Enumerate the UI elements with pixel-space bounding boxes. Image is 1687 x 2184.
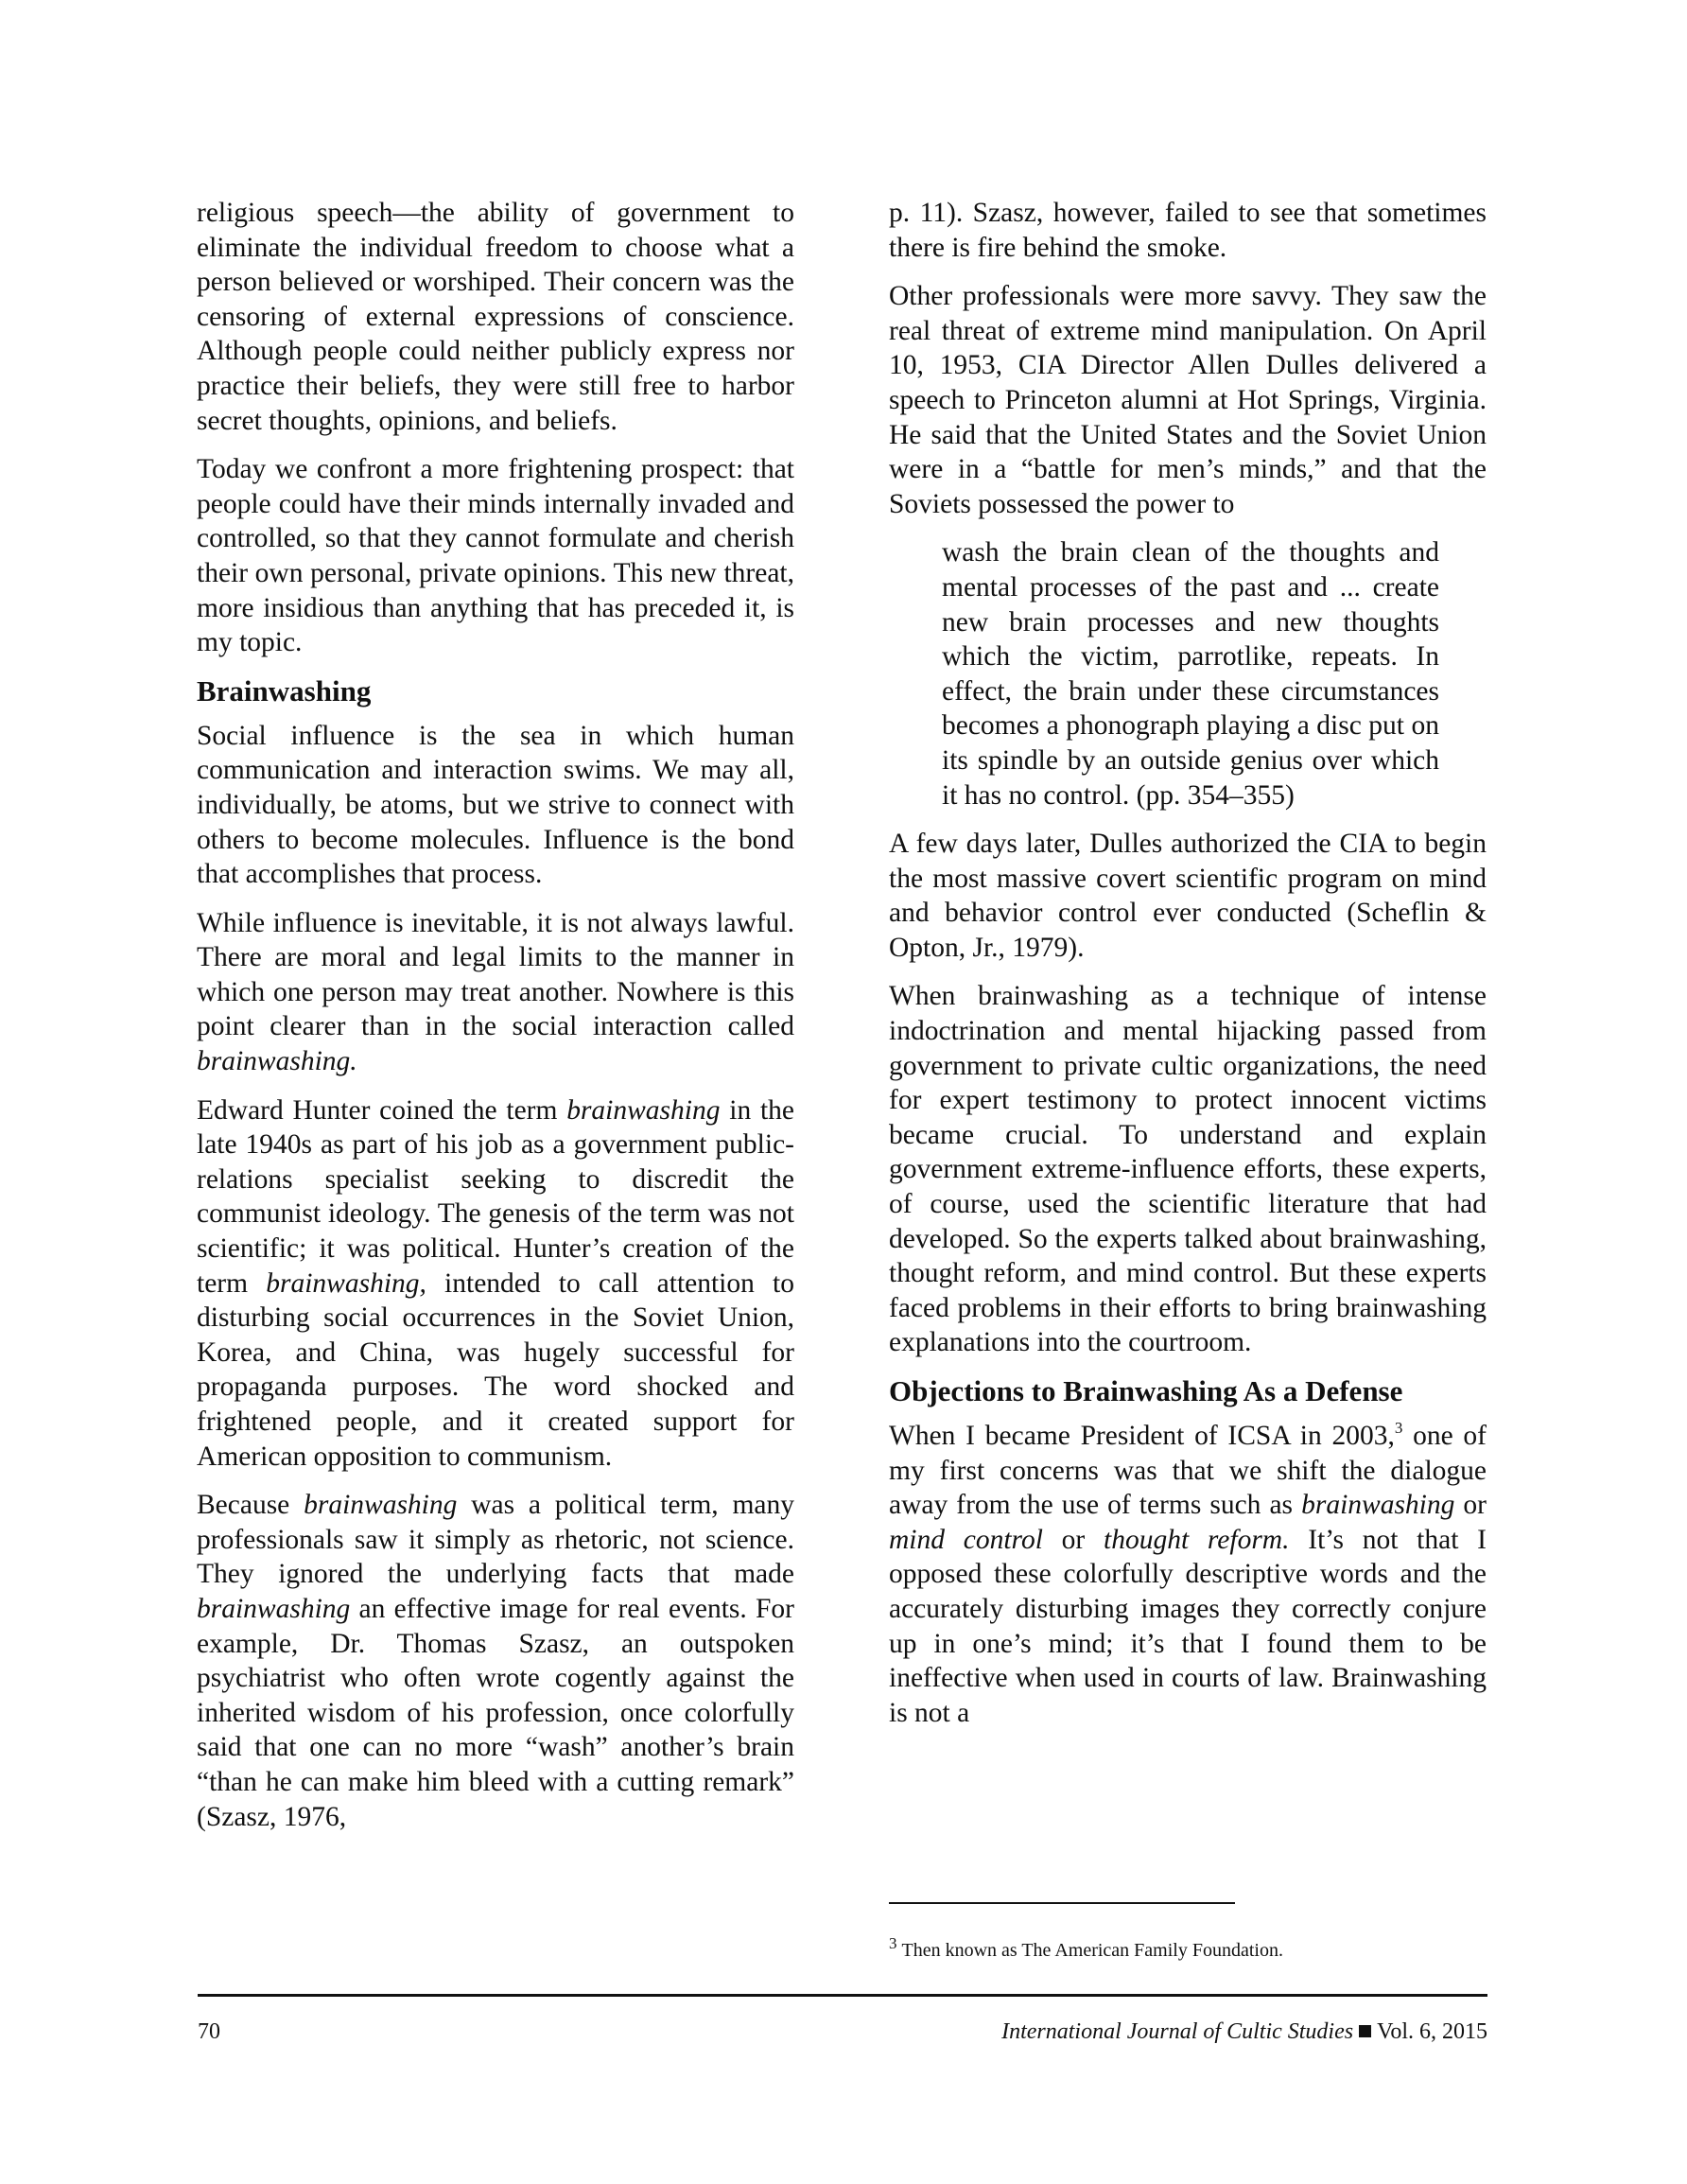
body-paragraph: [197, 1093, 794, 1475]
footer-rule: [198, 1994, 1487, 1997]
block-quote: wash the brain clean of the thoughts and mental processes of the past and ... create new brain processes and new thoughts which the victim, parrotlike, repeats. In effect, the brain under these circumstances becomes a phonograph playing a disc put on its spindle by an outside genius over which it has no control. (pp. 354–355): [942, 537, 1439, 811]
text-run: Because: [197, 1490, 304, 1521]
body-paragraph: Other professionals were more savvy. They saw the real threat of extreme mind manipulation. On April 10, 1953, CIA Director Allen Dulles delivered a speech to Princeton alumni at Hot Springs, Virginia. He said that the United States and the Soviet Union were in a “battle for men’s minds,” and that the Soviets possessed the power to: [889, 281, 1487, 519]
footnote-divider: [889, 1902, 1235, 1904]
body-paragraph: A few days later, Dulles authorized the CIA to begin the most massive covert scientific program on mind and behavior control ever conducted (Scheflin & Opton, Jr., 1979).: [889, 829, 1487, 963]
page-footer: [198, 2016, 1487, 2048]
text-run: or: [1454, 1490, 1487, 1521]
body-paragraph: religious speech—the ability of government to eliminate the individual freedom to choose what a person believed or worshiped. Their concern was the censoring of external expressions of conscience. Although people could neither publicly express nor practice their beliefs, they were still free to harbor secret thoughts, opinions, and beliefs.: [197, 198, 794, 436]
body-paragraph: Social influence is the sea in which human communication and interaction swims. We may all, individually, be atoms, but we strive to connect with others to become molecules. Influence is the bond that accomplishes that process.: [197, 720, 794, 890]
italic-term: thought reform.: [1104, 1524, 1290, 1555]
italic-term: brainwashing: [197, 1593, 351, 1624]
journal-title: International Journal of Cultic Studies: [1001, 2019, 1354, 2044]
section-heading-objections: Objections to Brainwashing As a Defense: [889, 1374, 1403, 1407]
square-bullet-icon: [1359, 2025, 1371, 2037]
left-column: [197, 196, 794, 1848]
italic-term: brainwashing: [304, 1490, 458, 1521]
text-run: Edward Hunter coined the term: [197, 1094, 567, 1126]
text-run: When I became President of ICSA in 2003,: [889, 1421, 1395, 1451]
text-run: one of my first concerns was that we shift the dialogue away from the use of terms such as: [889, 1421, 1487, 1521]
volume-info: Vol. 6, 2015: [1377, 2019, 1487, 2044]
text-run: an effective image for real events. For example, Dr. Thomas Szasz, an outspoken psychiatrist who often wrote cogently against the inherited wisdom of his profession, once colorfully said that one can no more “wash” another’s brain “than he can make him bleed with a cutting remark” (Szasz, 1976,: [197, 1593, 794, 1832]
body-paragraph: p. 11). Szasz, however, failed to see that sometimes there is fire behind the smoke.: [889, 198, 1487, 263]
text-run: or: [1042, 1524, 1104, 1555]
footnote-reference[interactable]: 3: [1394, 1419, 1403, 1437]
journal-citation: [1001, 2016, 1487, 2048]
body-paragraph: [197, 1488, 794, 1834]
italic-term: brainwashing: [566, 1094, 721, 1126]
footnote-text: Then known as The American Family Foundation.: [901, 1940, 1283, 1961]
body-paragraph: [889, 1419, 1487, 1730]
text-run: intended to call attention to disturbing social occurrences in the Soviet Union, Korea, and China, was hugely successful for propaganda purposes. The word shocked and frightened people, and it created support for American opposition to communism.: [197, 1267, 794, 1472]
body-paragraph: [197, 906, 794, 1079]
text-run: was a political term, many professionals saw it simply as rhetoric, not science. They ignored the underlying facts that made: [197, 1490, 794, 1590]
text-run: in the late 1940s as part of his job as a government public-relations specialist seeking to discredit the communist ideology. The genesis of the term was not scientific; it was political. Hunter’s creation of the term: [197, 1094, 794, 1299]
italic-term: brainwashing.: [197, 1046, 357, 1077]
page-number: 70: [198, 2019, 220, 2044]
text-run: It’s not that I opposed these colorfully descriptive words and the accurately disturbing images they correctly conjure up in one’s mind; it’s that I found them to be ineffective when used in courts of law. Brainwashing is not a: [889, 1524, 1487, 1728]
body-paragraph: When brainwashing as a technique of intense indoctrination and mental hijacking passed from government to private cultic organizations, the need for expert testimony to protect innocent victims became crucial. To understand and explain government extreme-influence efforts, these experts, of course, used the scientific literature that had developed. So the experts talked about brainwashing, thought reform, and mind control. But these experts faced problems in their efforts to bring brainwashing explanations into the courtroom.: [889, 981, 1487, 1358]
italic-term: mind control: [889, 1524, 1043, 1555]
italic-term: brainwashing,: [266, 1267, 426, 1299]
text-run: While influence is inevitable, it is not always lawful. There are moral and legal limits to the manner in which one person may treat another. Nowhere is this point clearer than in the social interaction called: [197, 907, 794, 1042]
right-column: [889, 196, 1487, 1744]
italic-term: brainwashing: [1301, 1490, 1455, 1521]
footnote-mark: 3: [889, 1934, 897, 1952]
body-paragraph: Today we confront a more frightening prospect: that people could have their minds internally invaded and controlled, so that they cannot formulate and cherish their own personal, private opinions. This new threat, more insidious than anything that has preceded it, is my topic.: [197, 454, 794, 658]
section-heading-brainwashing: Brainwashing: [197, 673, 372, 708]
footnote: [889, 1931, 1494, 1963]
